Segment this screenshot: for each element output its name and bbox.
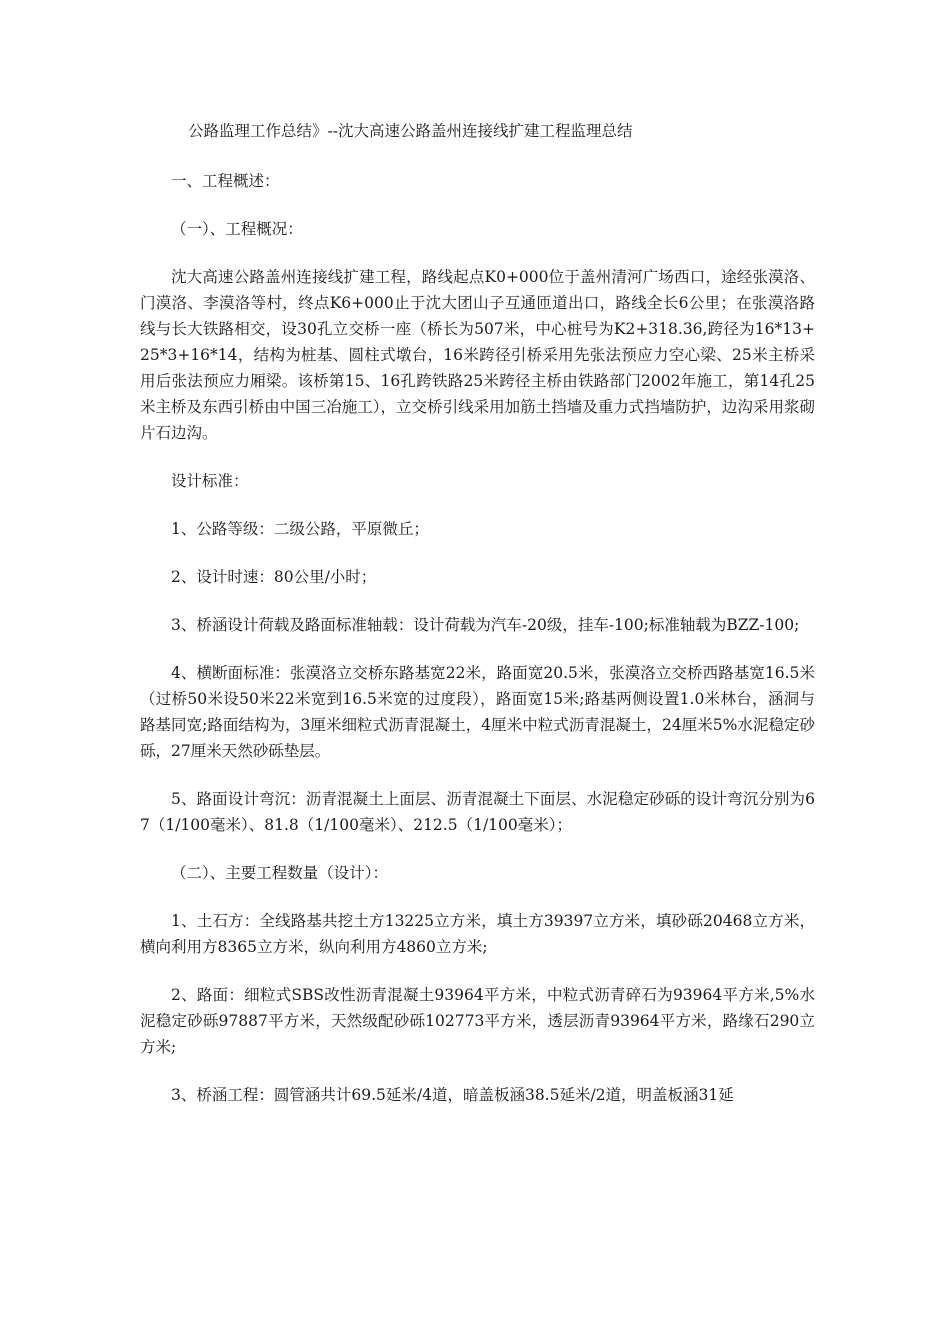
list-item: 1、公路等级：二级公路，平原微丘； bbox=[171, 520, 429, 538]
subsection-heading: 设计标准： bbox=[171, 472, 249, 490]
section-heading: 一、工程概述： bbox=[171, 172, 280, 190]
document-title: 公路监理工作总结》--沈大高速公路盖州连接线扩建工程监理总结 bbox=[188, 122, 633, 140]
list-item: 3、桥涵工程：圆管涵共计69.5延米/4道，暗盖板涵38.5延米/2道，明盖板涵31延 bbox=[171, 1086, 734, 1104]
list-item: 3、桥涵设计荷载及路面标准轴载：设计荷载为汽车-20级，挂车-100;标准轴载为BZZ-100; bbox=[171, 616, 800, 634]
list-item: 5、路面设计弯沉：沥青混凝土上面层、沥青混凝土下面层、水泥稳定砂砾的设计弯沉分别为67（1/100毫米）、81.8（1/100毫米）、212.5（1/100毫米）； bbox=[140, 790, 815, 834]
body-paragraph: 沈大高速公路盖州连接线扩建工程，路线起点K0+000位于盖州清河广场西口，途经张漠洛、门漠洛、李漠洛等村，终点K6+000止于沈大团山子互通匝道出口，路线全长6公里；在张漠洛路线与长大铁路相交，设30孔立交桥一座（桥长为507米，中心桩号为K2+318.36,跨径为16*13+25*3+16*14，结构为桩基、圆柱式墩台，16米跨径引桥采用先张法预应力空心梁、25米主桥采用后张法预应力厢梁。该桥第15、16孔跨铁路25米跨径主桥由铁路部门2002年施工，第14孔25米主桥及东西引桥由中国三冶施工），立交桥引线采用加筋土挡墙及重力式挡墙防护，边沟采用浆砌片石边沟。 bbox=[140, 268, 815, 442]
subsection-heading: （二）、主要工程数量（设计）： bbox=[171, 864, 389, 882]
list-item: 1、土石方：全线路基共挖土方13225立方米，填土方39397立方米，填砂砾20468立方米，横向利用方8365立方米，纵向利用方4860立方米; bbox=[140, 912, 815, 956]
list-item: 2、设计时速：80公里/小时； bbox=[171, 568, 377, 586]
document-body bbox=[140, 118, 815, 1130]
subsection-heading: （一）、工程概况： bbox=[171, 220, 303, 238]
list-item: 4、横断面标准：张漠洛立交桥东路基宽22米，路面宽20.5米，张漠洛立交桥西路基宽16.5米（过桥50米设50米22米宽到16.5米宽的过度段），路面宽15米;路基两侧设置1.0米林台，涵洞与路基同宽;路面结构为，3厘米细粒式沥青混凝土，4厘米中粒式沥青混凝土，24厘米5%水泥稳定砂砾，27厘米天然砂砾垫层。 bbox=[140, 664, 815, 760]
list-item: 2、路面：细粒式SBS改性沥青混凝土93964平方米，中粒式沥青碎石为93964平方米,5%水泥稳定砂砾97887平方米，天然级配砂砾102773平方米，透层沥青93964平方米，路缘石290立方米; bbox=[140, 986, 815, 1056]
